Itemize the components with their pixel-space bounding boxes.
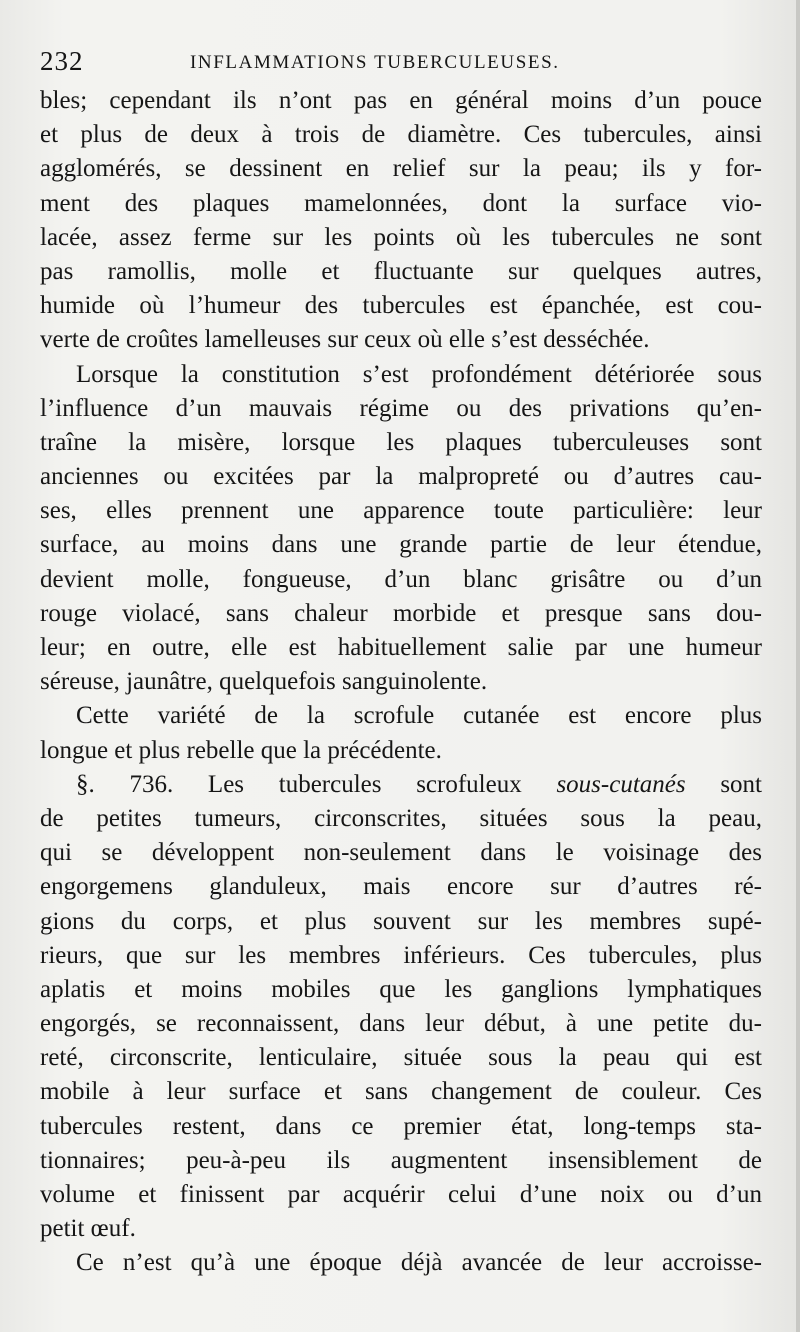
- page-number: 232: [40, 46, 84, 76]
- text-line: lacée, assez ferme sur les points où les tubercules ne sont: [40, 223, 762, 251]
- page-edge: [796, 0, 800, 1332]
- text-line: reté, circonscrite, lenticulaire, située sous la peau qui est: [40, 1044, 762, 1072]
- text-line: qui se développent non-seulement dans le voisinage des: [40, 839, 762, 867]
- text-line: traîne la misère, lorsque les plaques tuberculeuses sont: [40, 428, 762, 456]
- italic-term: sous-cutanés: [556, 770, 686, 798]
- text-line: pas ramollis, molle et fluctuante sur quelques autres,: [40, 257, 762, 285]
- text-line: séreuse, jaunâtre, quelquefois sanguinolente.: [40, 668, 488, 696]
- text-line: volume et finissent par acquérir celui d’une noix ou d’un: [40, 1181, 762, 1208]
- text-line: l’influence d’un mauvais régime ou des privations qu’en-: [40, 394, 762, 422]
- text-line: gions du corps, et plus souvent sur les membres supé-: [40, 907, 762, 935]
- text-line: surface, au moins dans une grande partie de leur étendue,: [40, 531, 762, 559]
- text-line: verte de croûtes lamelleuses sur ceux où elle s’est desséchée.: [40, 326, 650, 354]
- running-title: INFLAMMATIONS TUBERCULEUSES.: [190, 52, 560, 73]
- text-line: petit œuf.: [40, 1215, 136, 1243]
- text-line: rieurs, que sur les membres inférieurs. Ces tubercules, plus: [40, 941, 762, 969]
- section-intro-end: sont: [720, 770, 762, 798]
- running-head: [40, 44, 760, 76]
- text-line: longue et plus rebelle que la précédente.: [40, 736, 442, 764]
- text-line: tubercules restent, dans ce premier état, long-temps sta-: [40, 1112, 762, 1140]
- text-line: et plus de deux à trois de diamètre. Ces tubercules, ainsi: [40, 121, 762, 149]
- text-line: Lorsque la constitution s’est profondément détériorée sous: [76, 360, 762, 388]
- text-line: humide où l’humeur des tubercules est épanchée, est cou-: [40, 292, 762, 320]
- text-line: mobile à leur surface et sans changement de couleur. Ces: [40, 1078, 762, 1106]
- text-line: Cette variété de la scrofule cutanée est encore plus: [76, 702, 762, 730]
- text-line: anciennes ou excitées par la malpropreté ou d’autres cau-: [40, 463, 762, 491]
- text-line: devient molle, fongueuse, d’un blanc grisâtre ou d’un: [40, 565, 762, 593]
- text-line: engorgemens glanduleux, mais encore sur d’autres ré-: [40, 873, 762, 901]
- text-line: rouge violacé, sans chaleur morbide et presque sans dou-: [40, 599, 762, 627]
- text-line: agglomérés, se dessinent en relief sur la peau; ils y for-: [40, 155, 762, 183]
- section-736-first-line: [40, 768, 762, 802]
- body-text: [40, 84, 762, 1281]
- text-line: de petites tumeurs, circonscrites, situées sous la peau,: [40, 804, 762, 832]
- text-line: aplatis et moins mobiles que les ganglions lymphatiques: [40, 975, 762, 1003]
- section-intro-text: §. 736. Les tubercules scrofuleux: [76, 770, 522, 798]
- text-line: Ce n’est qu’à une époque déjà avancée de leur accroisse-: [76, 1249, 762, 1277]
- text-line: bles; cependant ils n’ont pas en général moins d’un pouce: [40, 87, 762, 114]
- text-line: leur; en outre, elle est habituellement salie par une humeur: [40, 634, 762, 661]
- text-line: engorgés, se reconnaissent, dans leur début, à une petite du-: [40, 1010, 762, 1038]
- text-line: tionnaires; peu-à-peu ils augmentent insensiblement de: [40, 1146, 762, 1174]
- text-line: ment des plaques mamelonnées, dont la surface vio-: [40, 189, 762, 217]
- text-line: ses, elles prennent une apparence toute particulière: leur: [40, 497, 762, 525]
